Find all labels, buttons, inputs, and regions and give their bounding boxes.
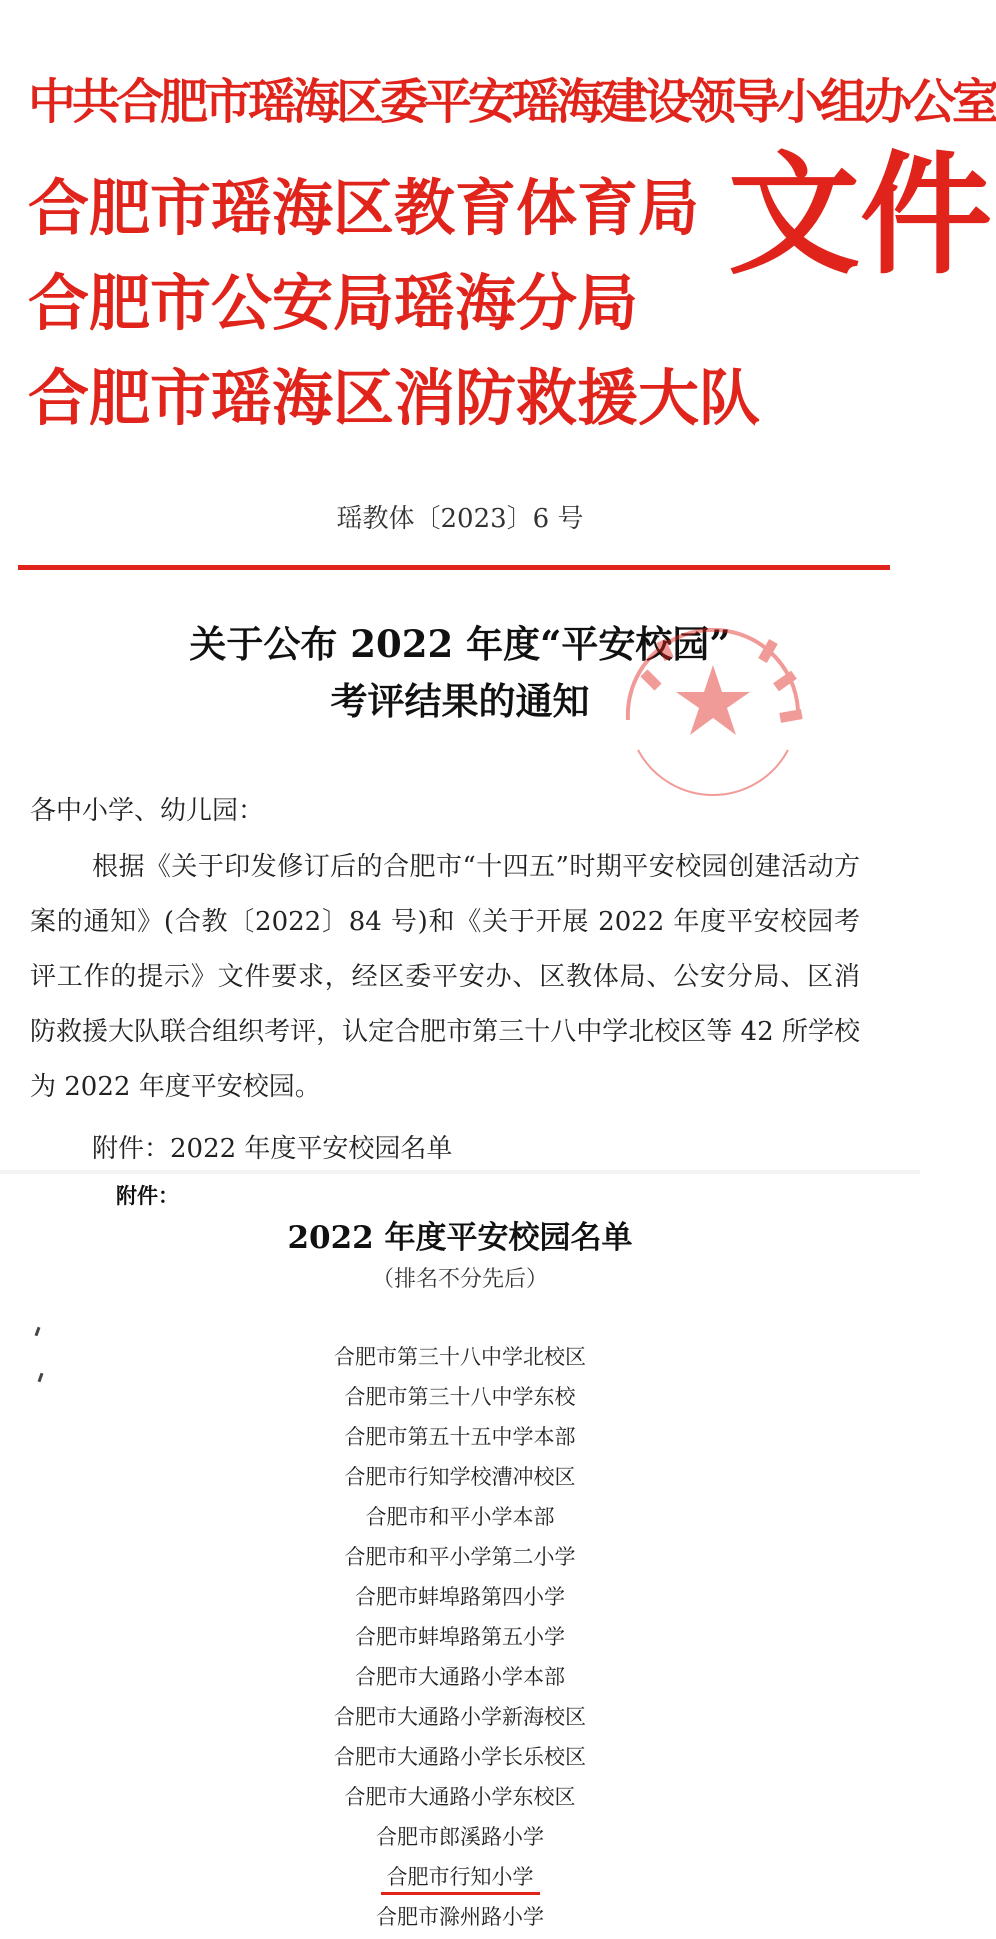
list-item: 合肥市滁州路小学 [376, 1905, 544, 1929]
list-title: 2022 年度平安校园名单 [287, 1220, 633, 1256]
list-item: 合肥市行知学校漕冲校区 [344, 1465, 576, 1489]
issuer-line: 合肥市瑶海区教育体育局 [28, 173, 700, 244]
list-item: 合肥市大通路小学新海校区 [334, 1705, 586, 1729]
page-break [0, 1170, 920, 1174]
notice-title-line1: 关于公布 2022 年度“平安校园” [189, 622, 731, 666]
appendix-label: 附件： [116, 1183, 179, 1208]
list-item: 合肥市和平小学本部 [365, 1505, 555, 1529]
list-item: 合肥市和平小学第二小学 [344, 1545, 576, 1569]
salutation: 各中小学、幼儿园： [30, 796, 265, 826]
official-seal-icon [598, 600, 818, 800]
list-item: 合肥市大通路小学长乐校区 [334, 1745, 586, 1769]
list-item: 合肥市蚌埠路第四小学 [355, 1585, 565, 1609]
issuer-line: 合肥市公安局瑶海分局 [28, 268, 639, 339]
highlighted-list-item: 合肥市行知小学 [0, 1857, 920, 1897]
red-divider [18, 565, 890, 570]
school-list [0, 1337, 920, 1937]
notice-title-line2: 考评结果的通知 [330, 679, 590, 723]
document-number: 瑶教体〔2023〕6 号 [336, 504, 584, 534]
scan-speck [35, 1327, 41, 1336]
list-item: 合肥市郎溪路小学 [376, 1825, 544, 1849]
list-subtitle: （排名不分先后） [371, 1267, 548, 1292]
document-type-mark: 文件 [728, 138, 992, 293]
body-paragraph: 根据《关于印发修订后的合肥市“十四五”时期平安校园创建活动方案的通知》(合教〔2022〕84 号)和《关于开展 2022 年度平安校园考评工作的提示》文件要求，经区委平安办、区教体局、公安分局、区消防救援大队联合组织考评，认定合肥市第三十八中学北校区等 42 所学校为 2022 年度平安校园。 [30, 852, 860, 1102]
list-item: 合肥市第三十八中学北校区 [334, 1345, 586, 1369]
document-header [28, 55, 996, 434]
issuer-line: 合肥市瑶海区消防救援大队 [28, 363, 761, 434]
list-item: 合肥市第五十五中学本部 [344, 1425, 576, 1449]
list-item: 合肥市大通路小学东校区 [344, 1785, 576, 1809]
issuer-line: 中共合肥市瑶海区委平安瑶海建设领导小组办公室 [28, 74, 996, 130]
list-item: 合肥市大通路小学本部 [355, 1665, 565, 1689]
list-item: 合肥市蚌埠路第五小学 [355, 1625, 565, 1649]
list-item: 合肥市第三十八中学东校 [344, 1385, 576, 1409]
attachment-note: 附件：2022 年度平安校园名单 [92, 1134, 453, 1164]
